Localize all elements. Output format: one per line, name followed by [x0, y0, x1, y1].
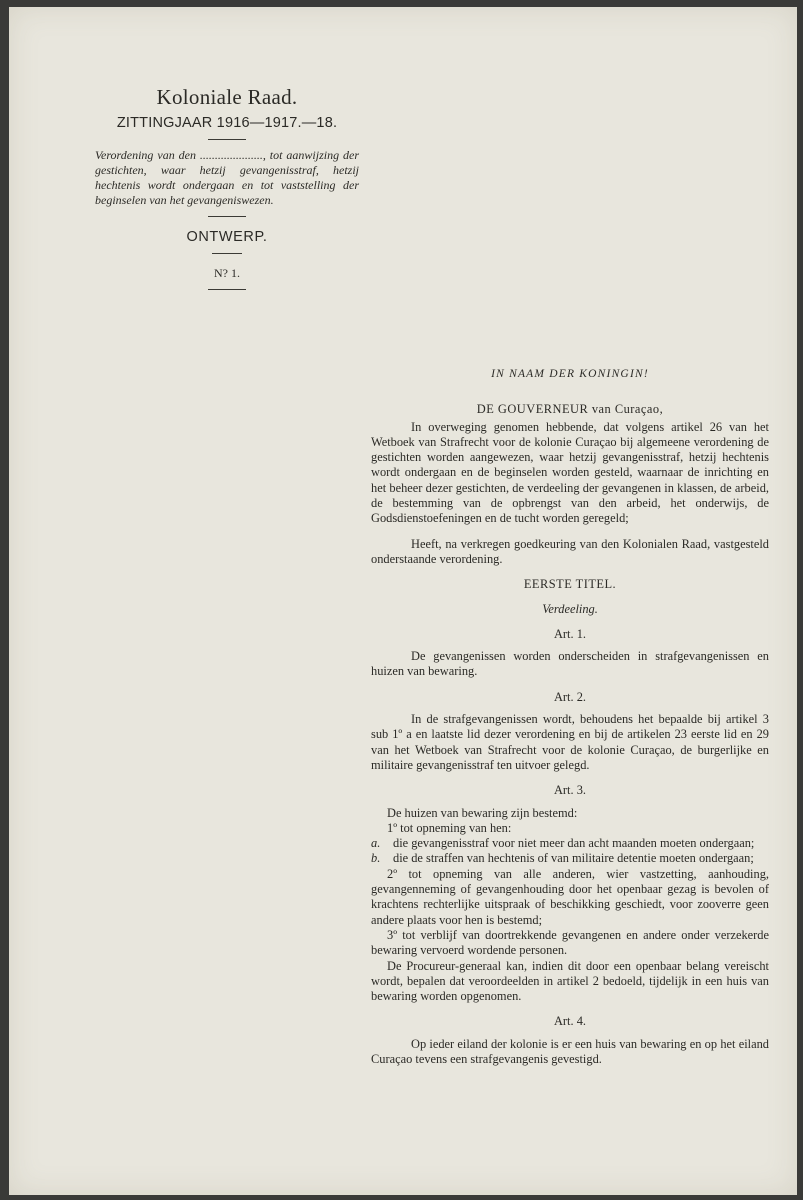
regulation-title: Verordening van den ....................., tot aanwijzing der gestichten, waar hetzij gevangenisstraf, hetzij hechtenis wordt ondergaan en tot vaststelling der beginselen van het gevangeniswezen. — [95, 148, 359, 207]
enactment: Heeft, na verkregen goedkeuring van den Kolonialen Raad, vastgesteld onderstaande verordening. — [371, 536, 769, 566]
header-block — [95, 85, 359, 298]
article-2-text: In de strafgevangenissen wordt, behoudens het bepaalde bij artikel 3 sub 1º a en laatste lid dezer verordening en bij de artikelen 23 eerste lid en 29 van het Wetboek van Strafrecht voor de kolonie Curaçao, de burgerlijke en militaire gevangenisstraf ten uitvoer gelegd. — [371, 712, 769, 772]
article-3-intro: De huizen van bewaring zijn bestemd: — [387, 805, 578, 820]
article-3-heading: Art. 3. — [553, 783, 586, 798]
article-3-item-1: 1º tot opneming van hen: — [387, 820, 512, 835]
article-4-text: Op ieder eiland der kolonie is er een huis van bewaring en op het eiland Curaçao tevens een strafgevangenis gevestigd. — [371, 1036, 769, 1066]
divider — [208, 289, 246, 290]
divider — [212, 253, 242, 254]
article-1-heading: Art. 1. — [553, 626, 586, 641]
item-marker-a: a. — [371, 836, 381, 851]
article-2-heading: Art. 2. — [553, 689, 586, 704]
article-3-item-3: 3º tot verblijf van doortrekkende gevangenen en andere onder verzekerde bewaring vervoerd wordende personen. — [371, 927, 769, 958]
article-1-text: De gevangenissen worden onderscheiden in strafgevangenissen en huizen van bewaring. — [371, 649, 769, 679]
invocation: IN NAAM DER KONINGIN! — [491, 368, 649, 380]
article-3-item-b — [371, 851, 769, 866]
draft-label: ONTWERP. — [186, 229, 268, 245]
regulation-body — [371, 367, 769, 1067]
article-4-heading: Art. 4. — [553, 1014, 586, 1029]
divider — [208, 139, 246, 140]
title-heading: EERSTE TITEL. — [523, 577, 617, 592]
governor-line: DE GOUVERNEUR van Curaçao, — [476, 402, 664, 417]
article-3-item-a — [371, 836, 769, 851]
title-subheading: Verdeeling. — [542, 601, 598, 616]
document-number: N? 1. — [214, 266, 240, 280]
article-3-last-paragraph: De Procureur-generaal kan, indien dit door een openbaar belang vereischt wordt, bepalen dat veroordeelden in artikel 2 bedoeld, tijdelijk in een huis van bewaring worden opgenomen. — [371, 958, 769, 1004]
item-marker-b: b. — [371, 851, 381, 866]
session-year: ZITTINGJAAR 1916—1917.—18. — [116, 115, 338, 131]
item-b-text: die de straffen van hechtenis of van militaire detentie moeten ondergaan; — [393, 851, 754, 866]
item-a-text: die gevangenisstraf voor niet meer dan acht maanden moeten ondergaan; — [393, 836, 755, 851]
article-3-item-2: 2º tot opneming van alle anderen, wier vastzetting, aanhouding, gevangenneming of gevangenhouding door het openbaar gezag is bevolen of krachtens rechterlijke uitspraak of beschikking geschiedt, voor zooverre geen andere plaats voor hen is bestemd; — [371, 866, 769, 927]
document-page — [9, 7, 797, 1195]
council-title: Koloniale Raad. — [156, 85, 298, 109]
preamble: In overweging genomen hebbende, dat volgens artikel 26 van het Wetboek van Strafrecht voor de kolonie Curaçao bij algemeene verordening de gestichten worden aangewezen, waar hetzij gevangenisstraf, hetzij hechtenis wordt ondergaan en de beginselen worden gesteld, waarnaar de inrichting en het beheer dezer gestichten, de verdeeling der gevangenen in klassen, de arbeid, de bestemming van de opbrengst van den arbeid, het onderwijs, de Godsdienstoefeningen en de tucht worden geregeld; — [371, 419, 769, 526]
divider — [208, 216, 246, 217]
